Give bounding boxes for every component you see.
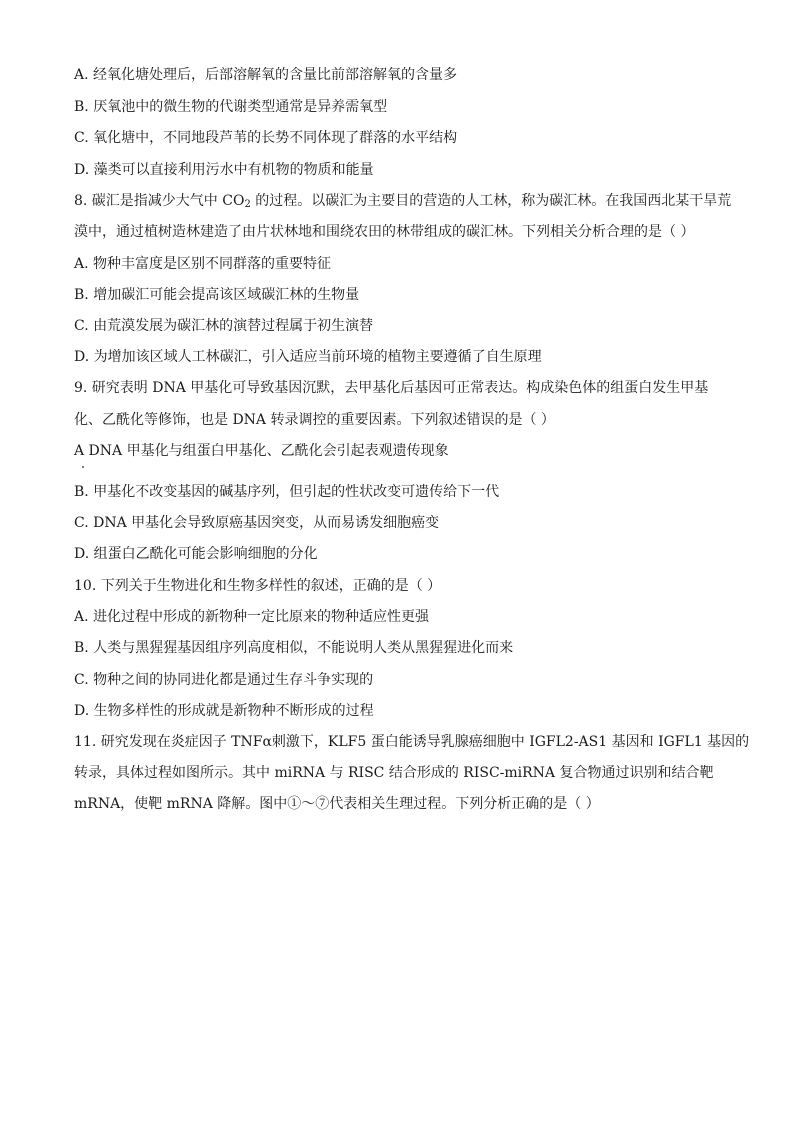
q10-option-a: A. 进化过程中形成的新物种一定比原来的物种适应性更强 [74, 609, 430, 625]
q9-stem-line-2: 化、乙酰化等修饰，也是 DNA 转录调控的重要因素。下列叙述错误的是（ ） [74, 412, 555, 428]
q9-option-a: A DNA 甲基化与组蛋白甲基化、乙酰化会引起表观遗传现象 [74, 443, 449, 459]
q7-option-a: A. 经氧化塘处理后，后部溶解氧的含量比前部溶解氧的含量多 [74, 67, 458, 83]
stray-dot-mark [82, 466, 84, 468]
q10-option-d: D. 生物多样性的形成就是新物种不断形成的过程 [74, 703, 374, 719]
q8-stem-line-1-pre: 8. 碳汇是指减少大气中 CO [74, 193, 245, 209]
q9-option-b: B. 甲基化不改变基因的碱基序列，但引起的性状改变可遗传给下一代 [74, 484, 500, 500]
q11-stem-line-2: 转录，具体过程如图所示。其中 miRNA 与 RISC 结合形成的 RISC-miRNA 复合物通过识别和结合靶 [74, 765, 714, 781]
q9-option-d: D. 组蛋白乙酰化可能会影响细胞的分化 [74, 546, 318, 562]
q11-stem-line-3: mRNA，使靶 mRNA 降解。图中①～⑦代表相关生理过程。下列分析正确的是（ ） [74, 796, 600, 812]
q11-stem-line-1: 11. 研究发现在炎症因子 TNFα刺激下，KLF5 蛋白能诱导乳腺癌细胞中 IGFL2-AS1 基因和 IGFL1 基因的 [74, 734, 750, 750]
q8-option-d: D. 为增加该区域人工林碳汇，引入适应当前环境的植物主要遵循了自生原理 [74, 349, 542, 365]
q8-stem-line-1-post: 的过程。以碳汇为主要目的营造的人工林，称为碳汇林。在我国西北某干旱荒 [250, 193, 732, 209]
q7-option-c: C. 氧化塘中，不同地段芦苇的长势不同体现了群落的水平结构 [74, 130, 458, 146]
q9-option-c: C. DNA 甲基化会导致原癌基因突变，从而易诱发细胞癌变 [74, 515, 440, 531]
q8-option-c: C. 由荒漠发展为碳汇林的演替过程属于初生演替 [74, 318, 374, 334]
q8-stem-line-1 [74, 191, 732, 211]
q7-option-d: D. 藻类可以直接利用污水中有机物的物质和能量 [74, 162, 374, 178]
q7-option-b: B. 厌氧池中的微生物的代谢类型通常是异养需氧型 [74, 99, 388, 115]
q8-option-a: A. 物种丰富度是区别不同群落的重要特征 [74, 256, 332, 272]
q10-stem: 10. 下列关于生物进化和生物多样性的叙述，正确的是（ ） [74, 578, 442, 594]
co2-subscript: 2 [244, 199, 251, 210]
q10-option-c: C. 物种之间的协同进化都是通过生存斗争实现的 [74, 672, 374, 688]
q10-option-b: B. 人类与黑猩猩基因组序列高度相似，不能说明人类从黑猩猩进化而来 [74, 640, 514, 656]
q8-stem-line-2: 漠中，通过植树造林建造了由片状林地和围绕农田的林带组成的碳汇林。下列相关分析合理的是（ ） [74, 224, 695, 240]
q8-option-b: B. 增加碳汇可能会提高该区域碳汇林的生物量 [74, 287, 360, 303]
q9-stem-line-1: 9. 研究表明 DNA 甲基化可导致基因沉默，去甲基化后基因可正常表达。构成染色体的组蛋白发生甲基 [74, 380, 709, 396]
